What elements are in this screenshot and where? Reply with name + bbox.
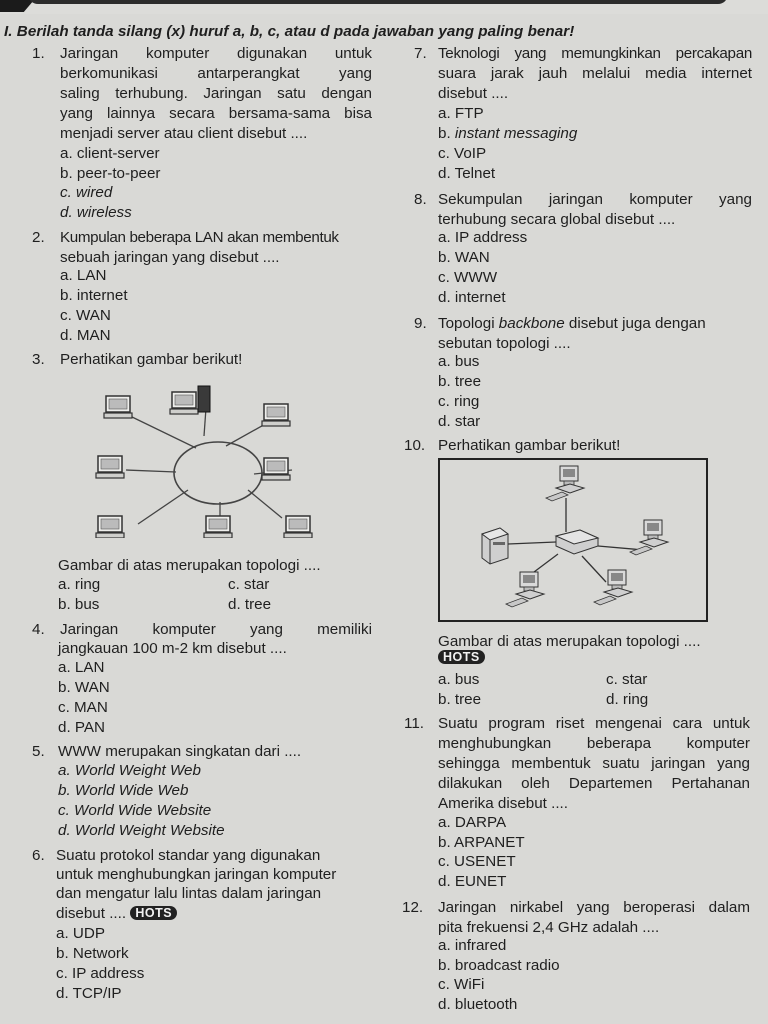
- computer-node: [284, 516, 312, 538]
- option-b[interactable]: b. tree: [438, 373, 482, 390]
- question-text: Teknologi yang memungkinkan percakapan: [438, 45, 752, 62]
- computer-node: [262, 404, 290, 426]
- question-text: Amerika disebut ....: [438, 795, 568, 812]
- option-c[interactable]: c. VoIP: [438, 145, 487, 162]
- question-text: pita frekuensi 2,4 GHz adalah ....: [438, 919, 660, 936]
- computer-node: [96, 516, 124, 538]
- option-a[interactable]: a. UDP: [56, 925, 105, 942]
- question-text: dan mengatur lalu lintas dalam jaringan: [56, 885, 322, 902]
- option-c[interactable]: c. wired: [60, 184, 113, 201]
- option-c[interactable]: c. USENET: [438, 853, 516, 870]
- option-c[interactable]: c. WiFi: [438, 976, 485, 993]
- computer-node: [204, 516, 232, 538]
- workstation-icon: [546, 466, 584, 501]
- question-number: 2.: [32, 229, 45, 246]
- question-text: Perhatikan gambar berikut!: [438, 437, 621, 454]
- computer-node: [96, 456, 124, 478]
- option-b[interactable]: b. peer-to-peer: [60, 165, 161, 182]
- question-text: untuk menghubungkan jaringan komputer: [56, 866, 337, 883]
- option-b[interactable]: b. instant messaging: [438, 125, 578, 142]
- option-d[interactable]: d. PAN: [58, 719, 105, 736]
- question-text: suara jarak jauh melalui media internet: [438, 65, 752, 82]
- option-a[interactable]: a. LAN: [58, 659, 105, 676]
- question-text: sebutan topologi ....: [438, 335, 571, 352]
- question-text: Perhatikan gambar berikut!: [60, 351, 243, 368]
- option-c[interactable]: c. ring: [438, 393, 480, 410]
- option-a[interactable]: a. LAN: [60, 267, 107, 284]
- option-b[interactable]: b. broadcast radio: [438, 957, 560, 974]
- computer-node: [262, 458, 290, 480]
- hub-icon: [556, 530, 598, 554]
- option-b[interactable]: b. tree: [438, 691, 482, 708]
- question-number: 9.: [414, 315, 427, 332]
- option-c[interactable]: c. WAN: [60, 307, 111, 324]
- option-d[interactable]: d. bluetooth: [438, 996, 518, 1013]
- option-d[interactable]: d. tree: [228, 596, 272, 613]
- option-d[interactable]: d. EUNET: [438, 873, 507, 890]
- hots-badge: HOTS: [130, 906, 177, 920]
- option-d[interactable]: d. Telnet: [438, 165, 496, 182]
- option-b[interactable]: b. bus: [58, 596, 100, 613]
- question-text: Jaringan komputer digunakan untuk: [60, 45, 372, 62]
- question-number: 6.: [32, 847, 45, 864]
- server-tower: [198, 386, 210, 412]
- option-a[interactable]: a. FTP: [438, 105, 484, 122]
- option-d[interactable]: d. internet: [438, 289, 506, 306]
- question-text: menjadi server atau client disebut ....: [60, 125, 308, 142]
- question-text: WWW merupakan singkatan dari ....: [58, 743, 302, 760]
- question-number: 3.: [32, 351, 45, 368]
- option-c[interactable]: c. star: [606, 671, 648, 688]
- question-number: 7.: [414, 45, 427, 62]
- question-text: disebut ....: [438, 85, 509, 102]
- bus-topology-figure: [438, 458, 708, 622]
- question-text: yang lainnya secara bersama-sama bisa: [60, 105, 372, 122]
- section-heading: I. Berilah tanda silang (x) huruf a, b, c, atau d pada jawaban yang paling benar!: [4, 23, 575, 40]
- question-text: saling terhubung. Jaringan satu dengan: [60, 85, 372, 102]
- question-text: Gambar di atas merupakan topologi ....: [58, 557, 321, 574]
- option-d[interactable]: d. ring: [606, 691, 649, 708]
- question-text: dilakukan oleh Departemen Pertahanan: [438, 775, 750, 792]
- left-column: [32, 44, 377, 1014]
- question-text: Jaringan nirkabel yang beroperasi dalam: [438, 899, 750, 916]
- option-b[interactable]: b. WAN: [438, 249, 490, 266]
- question-text: berkomunikasi antarperangkat yang: [60, 65, 372, 82]
- option-a[interactable]: a. bus: [438, 671, 480, 688]
- question-number: 10.: [404, 437, 426, 454]
- question-text: Suatu protokol standar yang digunakan: [56, 847, 321, 864]
- option-a[interactable]: a. infrared: [438, 937, 507, 954]
- page-top-band: [0, 0, 768, 14]
- option-d[interactable]: d. TCP/IP: [56, 985, 122, 1002]
- header-bar: [28, 0, 728, 4]
- option-a[interactable]: a. client-server: [60, 145, 160, 162]
- server-icon: [482, 528, 508, 564]
- option-b[interactable]: b. Network: [56, 945, 129, 962]
- question-number: 11.: [404, 715, 424, 732]
- question-number: 5.: [32, 743, 45, 760]
- option-b[interactable]: b. ARPANET: [438, 834, 525, 851]
- question-text: menghubungkan beberapa komputer: [438, 735, 750, 752]
- option-a[interactable]: a. World Weight Web: [58, 762, 201, 779]
- question-text: Kumpulan beberapa LAN akan membentuk: [60, 229, 339, 246]
- question-text: Jaringan komputer yang memiliki: [60, 621, 372, 638]
- option-d[interactable]: d. star: [438, 413, 481, 430]
- option-c[interactable]: c. star: [228, 576, 270, 593]
- hots-badge: HOTS: [438, 650, 485, 664]
- question-text: Sekumpulan jaringan komputer yang: [438, 191, 752, 208]
- option-d[interactable]: d. wireless: [60, 204, 132, 221]
- star-topology-figure: [86, 378, 346, 538]
- question-number: 4.: [32, 621, 45, 638]
- option-a[interactable]: a. bus: [438, 353, 480, 370]
- computer-node: [104, 396, 132, 418]
- question-number: 8.: [414, 191, 427, 208]
- option-d[interactable]: d. MAN: [60, 327, 111, 344]
- question-text: disebut ....: [56, 905, 127, 922]
- computer-node: [170, 392, 198, 414]
- question-text: Gambar di atas merupakan topologi ....: [438, 633, 701, 650]
- option-a[interactable]: a. DARPA: [438, 814, 507, 831]
- option-b[interactable]: b. WAN: [58, 679, 110, 696]
- question-text: jangkauan 100 m-2 km disebut ....: [58, 640, 287, 657]
- question-text: Suatu program riset mengenai cara untuk: [438, 715, 750, 732]
- option-d[interactable]: d. World Weight Website: [58, 822, 225, 839]
- question-text: Topologi backbone disebut juga dengan: [438, 315, 706, 332]
- option-c[interactable]: c. WWW: [438, 269, 498, 286]
- workstation-icon: [630, 520, 668, 555]
- question-text: sebuah jaringan yang disebut ....: [60, 249, 280, 266]
- workstation-icon: [506, 572, 544, 607]
- option-a[interactable]: a. ring: [58, 576, 101, 593]
- question-number: 12.: [402, 899, 424, 916]
- option-c[interactable]: c. World Wide Website: [58, 802, 212, 819]
- option-c[interactable]: c. MAN: [58, 699, 108, 716]
- option-b[interactable]: b. internet: [60, 287, 128, 304]
- corner-decoration: [0, 0, 34, 12]
- right-column: [400, 44, 754, 1014]
- question-text: terhubung secara global disebut ....: [438, 211, 676, 228]
- option-c[interactable]: c. IP address: [56, 965, 145, 982]
- option-a[interactable]: a. IP address: [438, 229, 528, 246]
- option-b[interactable]: b. World Wide Web: [58, 782, 189, 799]
- question-text: sehingga membentuk suatu jaringan yang: [438, 755, 750, 772]
- question-number: 1.: [32, 45, 45, 62]
